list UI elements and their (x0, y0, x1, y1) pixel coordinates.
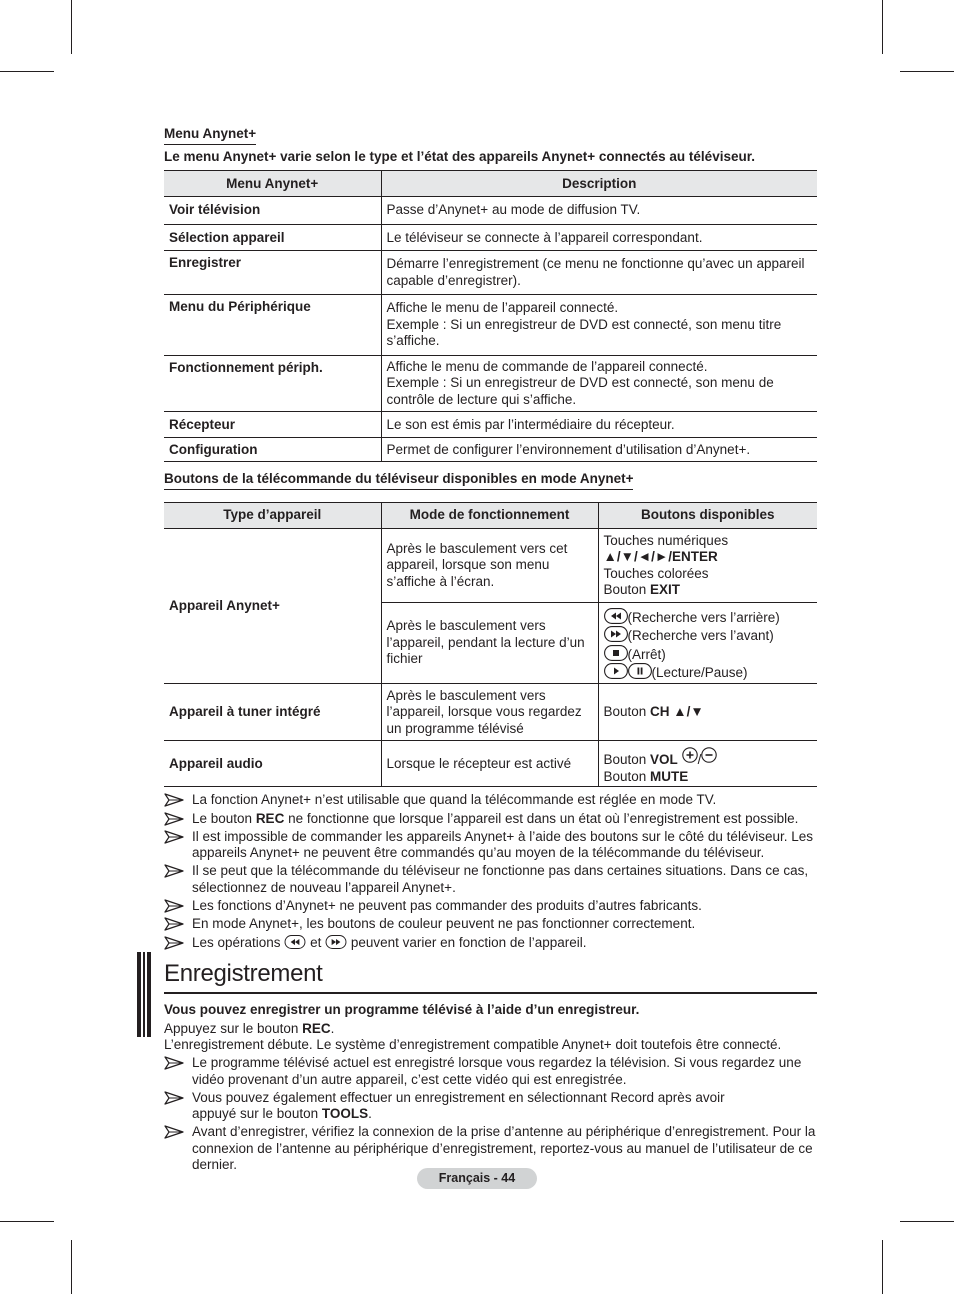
table-row (164, 437, 817, 462)
table-row (164, 251, 817, 295)
chapter-recording (164, 959, 817, 1174)
mode-cell: Après le basculement vers l’appareil, pendant la lecture d’un fichier (381, 602, 598, 683)
note-arrow-icon (164, 899, 184, 913)
column-header: Menu Anynet+ (164, 171, 381, 197)
crop-mark (71, 0, 72, 54)
menu-cell: Configuration (164, 437, 381, 462)
paragraph-text: . (330, 1020, 335, 1036)
desc-cell: Le téléviseur se connecte à l’appareil correspondant. (381, 224, 817, 251)
note-text: Vous pouvez également effectuer un enregistrement en sélectionnant Record après avoir appuyé sur le bouton (192, 1089, 725, 1121)
separator: / (697, 752, 702, 767)
buttons-prefix: Bouton (603, 768, 651, 784)
note-text: La fonction Anynet+ n’est utilisable que quand la télécommande est réglée en mode TV. (192, 792, 717, 807)
crop-mark (71, 1240, 72, 1294)
desc-line: Affiche le menu de l’appareil connecté. (386, 300, 619, 315)
notes-list (164, 792, 817, 951)
list-item (164, 898, 817, 915)
menu-cell: Menu du Périphérique (164, 295, 381, 356)
note-arrow-icon (164, 793, 184, 807)
section-title-anynet-menu: Menu Anynet+ (164, 126, 256, 145)
buttons-line (604, 769, 813, 786)
volume-up-button-icon (682, 747, 698, 763)
crop-mark (900, 71, 954, 72)
device-type-cell: Appareil à tuner intégré (164, 683, 381, 741)
table-row (164, 295, 817, 356)
note-arrow-icon (164, 830, 184, 844)
rec-label: REC (302, 1020, 331, 1036)
crop-mark (882, 1240, 883, 1294)
menu-cell: Fonctionnement périph. (164, 355, 381, 412)
buttons-line: Touches numériques (603, 532, 729, 548)
section-title-remote-buttons: Boutons de la télécommande du téléviseur disponibles en mode Anynet+ (164, 471, 633, 490)
chapter-paragraph (164, 1021, 817, 1038)
desc-cell: Passe d’Anynet+ au mode de diffusion TV. (381, 197, 817, 225)
note-text: et (306, 934, 326, 950)
buttons-cell (598, 528, 817, 602)
anynet-menu-table (164, 170, 817, 462)
rec-label: REC (255, 811, 285, 826)
rewind-button-icon (604, 608, 628, 624)
mode-cell: Après le basculement vers cet appareil, lorsque son menu s’affiche à l’écran. (381, 528, 598, 602)
note-arrow-icon (164, 1056, 184, 1070)
buttons-cell (598, 741, 817, 787)
menu-cell: Enregistrer (164, 251, 381, 295)
list-item (164, 935, 817, 952)
column-header: Description (381, 171, 817, 197)
menu-cell: Récepteur (164, 412, 381, 438)
buttons-line: Touches colorées (603, 565, 709, 581)
mode-cell: Après le basculement vers l’appareil, lorsque vous regardez un programme télévisé (381, 683, 598, 741)
buttons-prefix: Bouton (603, 704, 651, 719)
desc-cell (381, 295, 817, 356)
column-header: Type d’appareil (164, 502, 381, 528)
stop-label: (Arrêt) (627, 646, 666, 662)
table-row (164, 197, 817, 225)
desc-cell (381, 355, 817, 412)
column-header: Boutons disponibles (598, 502, 817, 528)
note-text: peuvent varier en fonction de l’appareil. (347, 934, 587, 950)
note-text: Il se peut que la télécommande du téléviseur ne fonctionne pas dans certaines situations. Dans ce cas, sélectionnez de nouveau l’appareil Anynet+. (192, 863, 809, 895)
note-arrow-icon (164, 1125, 184, 1139)
play-button-icon (604, 663, 628, 679)
note-arrow-icon (164, 917, 184, 931)
note-text: Les opérations (192, 934, 285, 950)
note-arrow-icon (164, 812, 184, 826)
table-row (164, 741, 817, 787)
rewind-button-icon (284, 935, 306, 949)
list-item (164, 916, 817, 933)
buttons-line (604, 663, 813, 682)
device-type-cell: Appareil Anynet+ (164, 528, 381, 683)
remote-buttons-table (164, 502, 817, 788)
table-row (164, 528, 817, 602)
list-item (164, 1055, 817, 1088)
buttons-line (604, 582, 813, 599)
section-intro: Le menu Anynet+ varie selon le type et l’état des appareils Anynet+ connectés au téléviseur. (164, 148, 755, 164)
crop-mark (0, 1221, 54, 1222)
stop-button-icon (604, 645, 628, 661)
note-arrow-icon (164, 864, 184, 878)
tools-label: TOOLS (321, 1106, 369, 1121)
note-arrow-icon (164, 936, 184, 950)
note-text: Il est impossible de commander les appareils Anynet+ à l’aide des boutons sur le côté du téléviseur. Les appareils Anynet+ ne peuvent être commandés qu’au moyen de la télécommande du téléviseur. (192, 828, 813, 860)
buttons-prefix: Bouton (603, 752, 651, 767)
buttons-cell (598, 683, 817, 741)
note-text: Le programme télévisé actuel est enregistré lorsque vous regardez la télévision. Si vous regardez une vidéo provenant d’un autre appareil, c’est cette vidéo qui est enregistrée. (192, 1055, 802, 1087)
chapter-bars (137, 952, 153, 1037)
page-content (164, 126, 817, 1174)
chapter-lead: Vous pouvez enregistrer un programme télévisé à l’aide d’un enregistreur. (164, 1002, 640, 1017)
list-item (164, 1090, 817, 1123)
mute-button-label: MUTE (650, 768, 689, 784)
menu-cell: Voir télévision (164, 197, 381, 225)
crop-mark (900, 1221, 954, 1222)
fast-forward-label: (Recherche vers l’avant) (627, 628, 774, 643)
buttons-line (604, 626, 813, 645)
note-text: Les fonctions d’Anynet+ ne peuvent pas commander des produits d’autres fabricants. (192, 897, 702, 913)
menu-cell: Sélection appareil (164, 224, 381, 251)
note-text: Avant d’enregistrer, vérifiez la connexion de la prise d’antenne au périphérique d’enregistrement. Pour la connexion de l’antenne au périphérique d’enregistrement, reportez-vous au manuel de l’utilisateur de ce dernier. (192, 1124, 816, 1172)
list-item (164, 792, 817, 809)
crop-mark (0, 71, 54, 72)
note-text: ne fonctionne que lorsque l’appareil est dans un état où l’enregistrement est possible. (284, 811, 799, 826)
rewind-label: (Recherche vers l’arrière) (627, 609, 780, 625)
buttons-line (604, 645, 813, 664)
column-header: Mode de fonctionnement (381, 502, 598, 528)
buttons-prefix: Bouton (603, 582, 651, 597)
pause-button-icon (628, 663, 652, 679)
note-text: . (368, 1106, 372, 1121)
buttons-cell (598, 602, 817, 683)
table-row (164, 683, 817, 741)
paragraph-text: Appuyez sur le bouton (164, 1020, 303, 1036)
table-row (164, 355, 817, 412)
chapter-title: Enregistrement (164, 959, 817, 994)
channel-button-label: CH ▲/▼ (650, 704, 704, 719)
list-item (164, 863, 817, 896)
table-header-row (164, 502, 817, 528)
crop-mark (882, 0, 883, 54)
desc-line: Exemple : Si un enregistreur de DVD est connecté, son menu titre s’affiche. (386, 316, 782, 348)
buttons-line (604, 608, 813, 627)
buttons-line (604, 747, 813, 769)
note-arrow-icon (164, 1091, 184, 1105)
note-text: En mode Anynet+, les boutons de couleur peuvent ne pas fonctionner correctement. (192, 916, 696, 931)
fast-forward-button-icon (325, 935, 347, 949)
mode-cell: Lorsque le récepteur est activé (381, 741, 598, 787)
exit-button-label: EXIT (650, 582, 681, 597)
page-number-badge: Français - 44 (417, 1168, 537, 1189)
list-item (164, 1124, 817, 1174)
note-text: Le bouton (192, 811, 256, 826)
buttons-line: ▲/▼/◄/►/ENTER (603, 549, 718, 564)
device-type-cell: Appareil audio (164, 741, 381, 787)
list-item (164, 829, 817, 862)
volume-button-label: VOL (650, 752, 678, 767)
list-item (164, 811, 817, 828)
table-header-row (164, 171, 817, 197)
table-row (164, 224, 817, 251)
desc-line: Affiche le menu de commande de l’appareil connecté. (386, 358, 708, 374)
play-pause-label: (Lecture/Pause) (651, 665, 748, 680)
desc-cell: Le son est émis par l’intermédiaire du récepteur. (381, 412, 817, 438)
desc-cell: Démarre l’enregistrement (ce menu ne fonctionne qu’avec un appareil capable d’enregistrer). (381, 251, 817, 295)
fast-forward-button-icon (604, 626, 628, 642)
chapter-paragraph: L’enregistrement débute. Le système d’enregistrement compatible Anynet+ doit toutefois être connecté. (164, 1037, 782, 1052)
desc-cell: Permet de configurer l’environnement d’utilisation d’Anynet+. (381, 437, 817, 462)
desc-line: Exemple : Si un enregistreur de DVD est connecté, son menu de contrôle de lecture qui s’affiche. (386, 375, 774, 407)
volume-down-button-icon (701, 747, 717, 763)
table-row (164, 412, 817, 438)
